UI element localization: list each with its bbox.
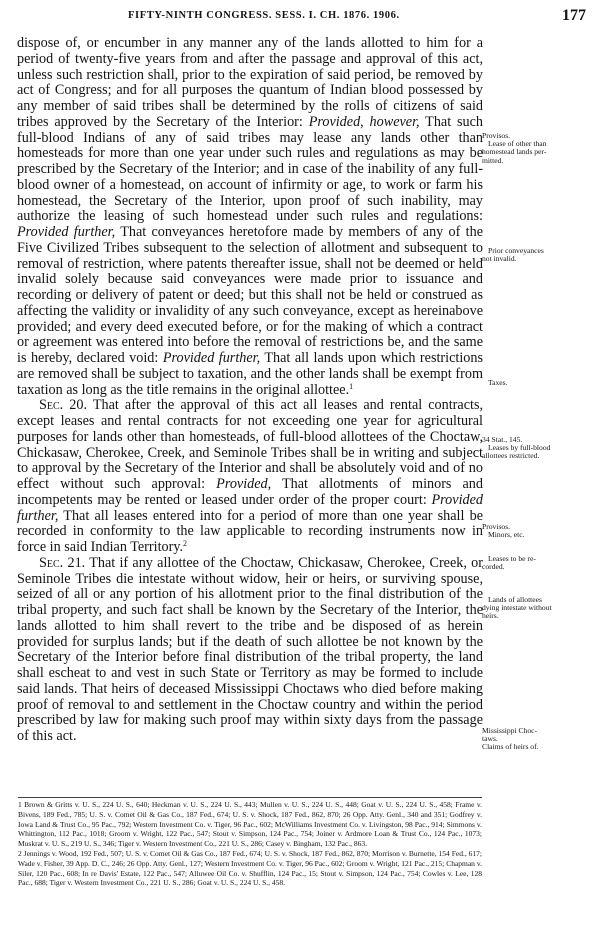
margin-note-minors <box>482 523 594 539</box>
italic-proviso: Provided further, <box>17 224 116 240</box>
margin-note-mississippi-choctaws <box>482 727 594 752</box>
note-line: not invalid. <box>482 254 517 264</box>
note-line: mitted. <box>482 155 504 165</box>
footnote-ref: 1 <box>349 381 354 391</box>
page-header <box>0 7 600 30</box>
margin-note-sec-21 <box>482 596 594 621</box>
italic-proviso: Provided, however, <box>308 113 420 130</box>
footnote-2: 2 Jennings v. Wood, 192 Fed., 507; U. S. v. Comet Oil & Gas Co., 187 Fed., 674; U. S. v. Shock, 187 Fed., 862, 870; Morrison v. Burnette, 154 Fed., 617; Wade v. Fisher, 39 App. D. C., 246; 26 Opp. Atty. Genl., 127; Western Investment Co. v. Tiger, 96 Pac., 602; Groom v. Wright, 121 Pac., 215; Chapman v. Siler, 120 Pac., 608; In re Davis' Estate, 122 Pac., 547; Alluwee Oil Co. v. Shufflin, 124 Pac., 15; Stout v. Simpson, 124 Pac., 754; Cowles v. Lee, 128 Pac., 688; Tiger v. Western Investment Co., 221 U. S., 286; Goat v. U. S., 224 U. S., 458. <box>18 848 482 888</box>
paragraph-sec-21 <box>17 556 483 745</box>
note-line: dying intestate without <box>482 603 552 613</box>
note-line: Provisos. <box>482 131 511 140</box>
note-line: Lands of allottees <box>488 595 542 604</box>
margin-note-provisos <box>482 132 594 165</box>
italic-proviso: Provided further, <box>162 350 261 366</box>
margin-note-taxes <box>482 379 594 387</box>
running-head: FIFTY-NINTH CONGRESS. SESS. I. CH. 1876. 1906. <box>128 10 400 21</box>
text-run: dispose of, or encumber in any manner any of the lands allotted to him for a period of twenty-five years from and after the passage and approval of this act, unless such restriction shall, prior to the expiration of said period, be removed by act of Congress; and for all purposes the quantum of Indian blood possessed by any member of said tribes shall be determined by the rolls of citizens of said tribes approved by the Secretary of the Interior: <box>17 35 483 130</box>
text-run: That all leases entered into for a period of more than one year shall be recorded in conformity to the law applicable to recording instruments now in force in said Indian Territory. <box>17 507 483 555</box>
text-run: That if any allottee of the Choctaw, Chickasaw, Cherokee, Creek, or Seminole Tribes die intestate without widow, heir or heirs, or surviving spouse, seized of all or any portion of his allotment prior to the final distribution of the tribal property, and such fact shall be known by the Secretary of the Interior, the lands allotted to him shall revert to the tribe and be disposed of as herein provided for surplus lands; but if the death of such allottee be not known by the Secretary of the Interior before final distribution of the tribal property, the land shall escheat to and vest in such State or Territory as may be formed to include said lands. That heirs of deceased Mississippi Choctaws who died before making proof of removal to and settlement in the Choctaw country and within the period prescribed by law for making such proof may within sixty days from the passage of this act. <box>17 554 483 744</box>
text-run: That all lands upon which restrictions are removed shall be subject to taxation, and the other lands shall be exempt from taxation as long as the title remains in the original allottee. <box>17 350 483 398</box>
margin-note-sec-20 <box>482 436 594 461</box>
note-line: heirs. <box>482 611 499 621</box>
note-line: taws. <box>482 734 498 744</box>
paragraph-sec-20 <box>17 398 483 556</box>
note-line: Claims of heirs of. <box>482 742 539 752</box>
note-line: Provisos. <box>482 522 511 531</box>
text-run: That after the approval of this act all leases and rental contracts, except leases and rental contracts for not exceeding one year for agricultural purposes for lands other than homesteads, of full-blood allottees of the Choctaw, Chickasaw, Cherokee, Creek, and Seminole Tribes shall be in writing and subject to approval by the Secretary of the Interior and shall be absolutely void and of no effect without such approval: <box>17 397 484 492</box>
page-number: 177 <box>562 7 586 24</box>
paragraph-provisos <box>17 36 483 398</box>
text-run: That such full-blood Indians of any of said tribes may lease any lands other than homesteads for more than one year under such rules and regulations as may be prescribed by the Secretary of the Interior; and in case of the inability of any full-blood owner of a homestead, on account of infirmity or age, to work or farm his homestead, the Secretary of the Interior, upon proof of such inability, may authorize the leasing of such homestead under such rules and regulations: <box>17 113 484 225</box>
note-line: Mississippi Choc- <box>482 726 538 735</box>
text-run: That allotments of minors and incompetents may be rented or leased under order of the proper court: <box>17 476 483 508</box>
note-line: Leases by full-blood <box>488 443 551 453</box>
note-line: Minors, etc. <box>488 530 525 540</box>
note-line: allottees restricted. <box>482 451 540 461</box>
note-line: Lease of other than <box>488 139 547 149</box>
italic-proviso: Provided further, <box>17 491 483 524</box>
note-line: homestead lands per- <box>482 147 547 157</box>
note-line: Leases to be re- <box>488 554 536 563</box>
section-label: Sec. 20. <box>39 397 88 414</box>
note-line: Prior conveyances <box>488 246 544 255</box>
note-line: 34 Stat., 145. <box>482 435 523 444</box>
margin-note-prior-conveyances <box>482 247 594 263</box>
note-line: Taxes. <box>488 378 508 387</box>
note-line: corded. <box>482 562 505 572</box>
italic-proviso: Provided, <box>216 476 272 492</box>
footnote-divider <box>18 797 482 798</box>
margin-note-leases-recorded <box>482 555 594 571</box>
footnote-1: 1 Brown & Gritts v. U. S., 224 U. S., 640; Heckman v. U. S., 224 U. S., 443; Mullen v. U. S., 224 U. S., 448; Goat v. U. S., 224 U. S., 458; Frame v. Bivens, 189 Fed., 785; U. S. v. Comet Oil & Gas Co., 187 Fed., 674; U. S. v. Shock, 187 Fed., 862, 870; 26 Opp. Atty. Genl., 340 and 351; Godfrey v. Iowa Land & Trust Co., 95 Pac., 792; Western Investment Co. v. Tiger, 96 Pac., 602; McWilliams Investment Co. v. Livingston, 98 Pac., 914; Simmons v. Whittington, 112 Pac., 1018; Groom v. Wright, 122 Pac., 547; Stout v. Simpson, 124 Pac., 754; Joiner v. Ardmore Loan & Trust Co., 124 Pac., 1073; Muskrat v. U. S., 219 U. S., 346; Tiger v. Western Investment Co., 221 U. S., 286; Casey v. Bingham, 132 Pac., 863. <box>18 800 482 849</box>
text-run: That conveyances heretofore made by members of any of the Five Civilized Tribes subsequent to the selection of allotment and subsequent to removal of restriction, where patents thereafter issue, shall not be deemed or held invalid solely because said conveyances were made prior to issuance and recording or delivery of patent or deed; but this shall not be held or construed as affecting the validity or invalidity of any such conveyance, except as hereinabove provided; and every deed executed before, or for the making of which a contract or agreement was entered into before the removal of restrictions be, and the same is hereby, declared void: <box>17 224 484 366</box>
section-label: Sec. 21. <box>39 554 86 571</box>
footnote-ref: 2 <box>183 539 188 548</box>
statute-text <box>17 36 483 745</box>
footnotes <box>18 800 482 888</box>
